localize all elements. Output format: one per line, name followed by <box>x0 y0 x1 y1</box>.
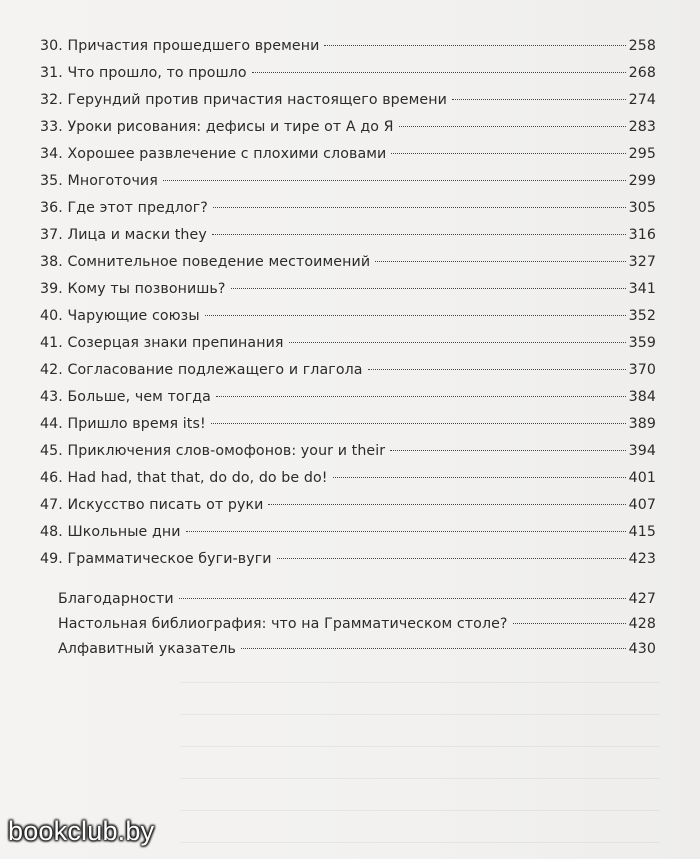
dot-leader <box>452 99 626 100</box>
toc-entry-title: 35. Многоточия <box>40 173 158 189</box>
toc-entry-title: Настольная библиография: что на Грамматическом столе? <box>58 616 508 632</box>
toc-entry-34 <box>40 143 656 165</box>
dot-leader <box>211 423 626 424</box>
dot-leader <box>252 72 626 73</box>
toc-entry-49 <box>40 548 656 570</box>
toc-entry-47 <box>40 494 656 516</box>
toc-entry-title: Алфавитный указатель <box>58 641 236 657</box>
toc-entry-title: 49. Грамматическое буги-вуги <box>40 551 272 567</box>
toc-entry-44 <box>40 413 656 435</box>
toc-entry-page: 316 <box>628 227 656 243</box>
dot-leader <box>163 180 626 181</box>
toc-entry-32 <box>40 89 656 111</box>
toc-entry-48 <box>40 521 656 543</box>
toc-entry-39 <box>40 278 656 300</box>
toc-entry-title: 47. Искусство писать от руки <box>40 497 264 513</box>
dot-leader <box>231 288 626 289</box>
dot-leader <box>333 477 626 478</box>
toc-entry-title: 33. Уроки рисования: дефисы и тире от А до Я <box>40 119 394 135</box>
toc-entry-acknowledgements <box>58 588 656 610</box>
toc-entry-45 <box>40 440 656 462</box>
toc-entry-page: 415 <box>628 524 656 540</box>
toc-entry-page: 423 <box>628 551 656 567</box>
dot-leader <box>268 504 625 505</box>
toc-entry-43 <box>40 386 656 408</box>
toc-entry-page: 359 <box>628 335 656 351</box>
toc-entry-title: 48. Школьные дни <box>40 524 181 540</box>
toc-entry-title: 43. Больше, чем тогда <box>40 389 211 405</box>
toc-entry-page: 407 <box>628 497 656 513</box>
toc-entry-page: 394 <box>628 443 656 459</box>
toc-entry-page: 268 <box>628 65 656 81</box>
toc-entry-page: 352 <box>628 308 656 324</box>
toc-entry-page: 430 <box>628 641 656 657</box>
toc-entry-index <box>58 638 656 660</box>
dot-leader <box>399 126 626 127</box>
toc-entry-36 <box>40 197 656 219</box>
toc-entry-40 <box>40 305 656 327</box>
dot-leader <box>324 45 625 46</box>
toc-entry-page: 305 <box>628 200 656 216</box>
toc-entry-page: 299 <box>628 173 656 189</box>
dot-leader <box>186 531 626 532</box>
toc-entry-title: 39. Кому ты позвонишь? <box>40 281 226 297</box>
toc-entry-41 <box>40 332 656 354</box>
dot-leader <box>368 369 626 370</box>
dot-leader <box>205 315 626 316</box>
toc-entry-title: 45. Приключения слов-омофонов: your и their <box>40 443 386 459</box>
toc-entry-title: 40. Чарующие союзы <box>40 308 200 324</box>
toc-entry-title: 31. Что прошло, то прошло <box>40 65 247 81</box>
dot-leader <box>289 342 626 343</box>
toc-entry-42 <box>40 359 656 381</box>
dot-leader <box>391 153 625 154</box>
dot-leader <box>216 396 626 397</box>
toc-entry-page: 341 <box>628 281 656 297</box>
toc-entry-46 <box>40 467 656 489</box>
dot-leader <box>212 234 626 235</box>
toc-entry-page: 283 <box>628 119 656 135</box>
toc-entry-title: 46. Had had, that that, do do, do be do! <box>40 470 328 486</box>
toc-entry-bibliography <box>58 613 656 635</box>
dot-leader <box>277 558 626 559</box>
toc-entry-title: Благодарности <box>58 591 174 607</box>
dot-leader <box>179 598 626 599</box>
toc-entry-title: 30. Причастия прошедшего времени <box>40 38 320 54</box>
toc-entry-title: 34. Хорошее развлечение с плохими словами <box>40 146 387 162</box>
toc-entry-title: 32. Герундий против причастия настоящего времени <box>40 92 447 108</box>
toc-entry-title: 36. Где этот предлог? <box>40 200 208 216</box>
toc-entry-page: 295 <box>628 146 656 162</box>
toc-entry-page: 327 <box>628 254 656 270</box>
toc-entry-page: 427 <box>628 591 656 607</box>
toc-entry-title: 42. Согласование подлежащего и глагола <box>40 362 363 378</box>
toc-entry-page: 384 <box>628 389 656 405</box>
dot-leader <box>213 207 626 208</box>
dot-leader <box>513 623 626 624</box>
toc-entry-38 <box>40 251 656 273</box>
toc-entry-page: 370 <box>628 362 656 378</box>
toc-entry-title: 41. Созерцая знаки препинания <box>40 335 284 351</box>
watermark-logo: bookclub.by <box>8 816 155 846</box>
toc-entry-page: 258 <box>628 38 656 54</box>
toc-entry-30 <box>40 35 656 57</box>
dot-leader <box>375 261 625 262</box>
toc-entry-page: 389 <box>628 416 656 432</box>
toc-entry-page: 401 <box>628 470 656 486</box>
toc-entry-33 <box>40 116 656 138</box>
dot-leader <box>390 450 625 451</box>
dot-leader <box>241 648 626 649</box>
toc-entry-31 <box>40 62 656 84</box>
toc-entry-37 <box>40 224 656 246</box>
toc-entry-page: 274 <box>628 92 656 108</box>
toc-entry-title: 44. Пришло время its! <box>40 416 206 432</box>
toc-entry-page: 428 <box>628 616 656 632</box>
toc-entry-35 <box>40 170 656 192</box>
toc-entry-title: 37. Лица и маски they <box>40 227 207 243</box>
toc-entry-title: 38. Сомнительное поведение местоимений <box>40 254 371 270</box>
